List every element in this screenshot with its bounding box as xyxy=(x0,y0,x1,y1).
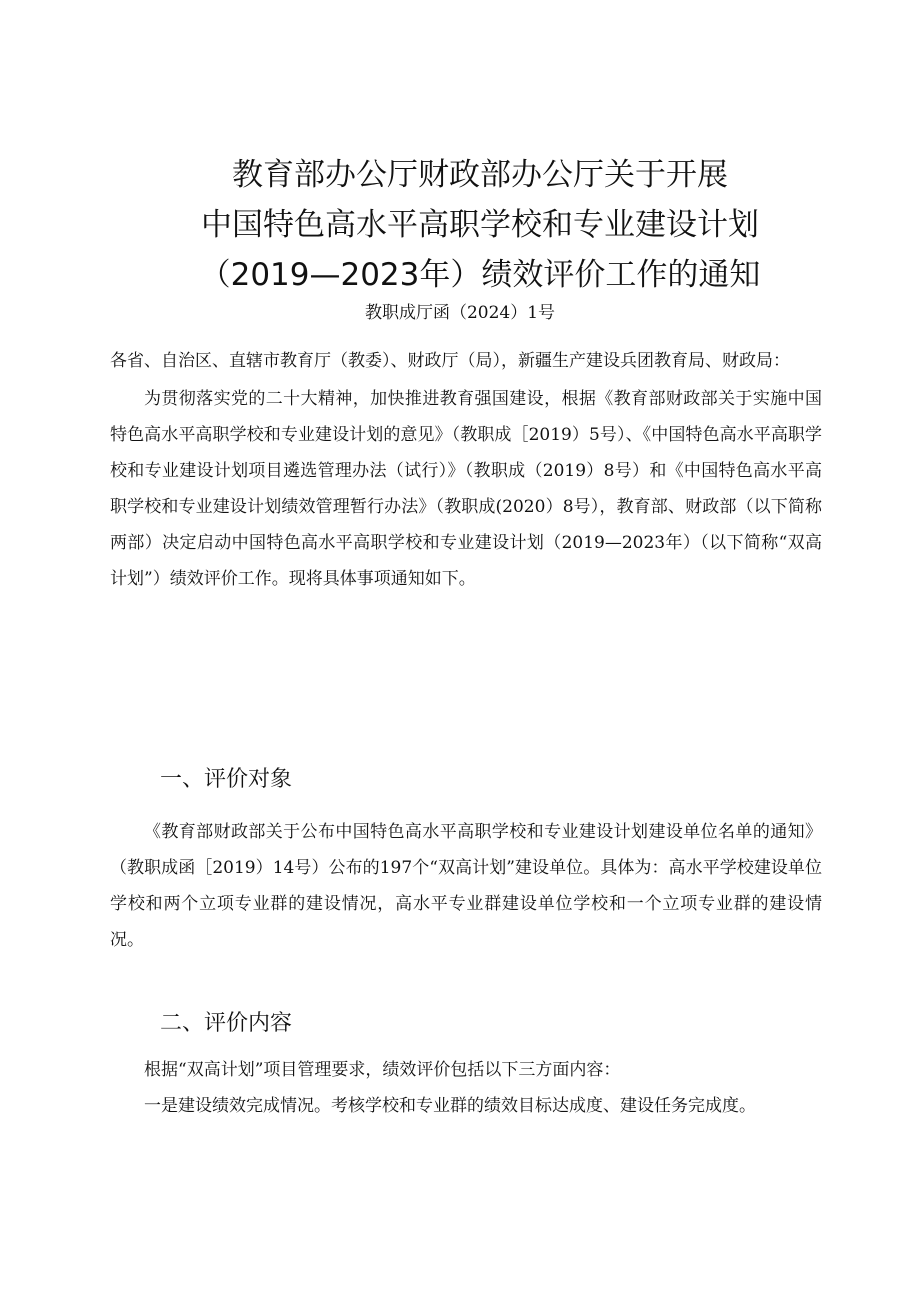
body-top xyxy=(110,343,822,597)
document-title xyxy=(170,150,790,300)
section-1-heading: 一、评价对象 xyxy=(160,767,293,792)
section-1-body xyxy=(110,814,822,958)
title-line-1: 教育部办公厅财政部办公厅关于开展 xyxy=(232,157,728,193)
section-2-body xyxy=(110,1052,822,1124)
title-line-2: 中国特色高水平高职学校和专业建设计划 xyxy=(201,207,759,243)
section-2-paragraph-2: 一是建设绩效完成情况。考核学校和专业群的绩效目标达成度、建设任务完成度。 xyxy=(144,1096,756,1116)
title-line-3: （2019—2023年）绩效评价工作的通知 xyxy=(199,257,761,293)
document-number: 教职成厅函（2024）1号 xyxy=(364,303,556,323)
section-2-paragraph-1: 根据“双高计划”项目管理要求，绩效评价包括以下三方面内容： xyxy=(144,1060,621,1080)
salutation: 各省、自治区、直辖市教育厅（教委）、财政厅（局），新疆生产建设兵团教育局、财政局： xyxy=(110,351,790,371)
intro-paragraph: 为贯彻落实党的二十大精神，加快推进教育强国建设，根据《教育部财政部关于实施中国特色高水平高职学校和专业建设计划的意见》（教职成［2019）5号）、《中国特色高水平高职学校和专业建设计划项目遴选管理办法（试行）》（教职成（2019）8号）和《中国特色高水平高职学校和专业建设计划绩效管理暂行办法》（教职成(2020）8号），教育部、财政部（以下简称两部）决定启动中国特色高水平高职学校和专业建设计划（2019—2023年）（以下简称“双高计划”）绩效评价工作。现将具体事项通知如下。 xyxy=(110,389,822,589)
section-2-heading: 二、评价内容 xyxy=(160,1011,293,1036)
section-1-paragraph: 《教育部财政部关于公布中国特色高水平高职学校和专业建设计划建设单位名单的通知》（教职成函［2019）14号）公布的197个“双高计划”建设单位。具体为：高水平学校建设单位学校和两个立项专业群的建设情况，高水平专业群建设单位学校和一个立项专业群的建设情况。 xyxy=(110,822,822,950)
